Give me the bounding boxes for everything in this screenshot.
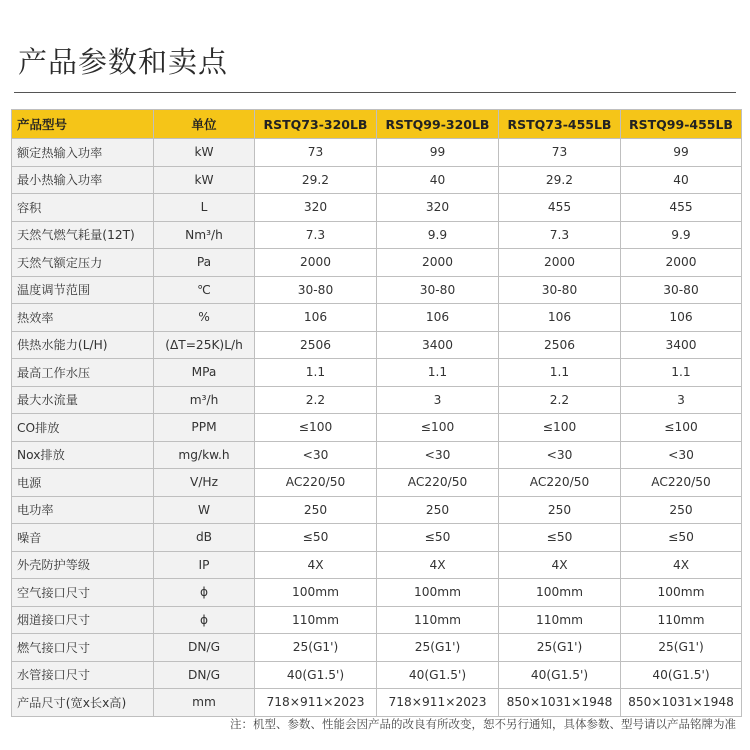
value-cell: 3 bbox=[377, 386, 499, 414]
row-label-cell: 空气接口尺寸 bbox=[12, 579, 154, 607]
value-cell: 250 bbox=[377, 496, 499, 524]
value-cell: 106 bbox=[377, 304, 499, 332]
table-row bbox=[12, 221, 742, 249]
value-cell: ≤50 bbox=[377, 524, 499, 552]
value-cell: 110mm bbox=[377, 606, 499, 634]
table-row bbox=[12, 524, 742, 552]
value-cell: 110mm bbox=[255, 606, 377, 634]
value-cell: 106 bbox=[621, 304, 742, 332]
row-label-cell: 温度调节范围 bbox=[12, 276, 154, 304]
header-cell: RSTQ99-320LB bbox=[377, 110, 499, 139]
value-cell: 29.2 bbox=[255, 166, 377, 194]
table-row bbox=[12, 469, 742, 497]
value-cell: 250 bbox=[255, 496, 377, 524]
unit-cell: % bbox=[154, 304, 255, 332]
value-cell: 2000 bbox=[621, 249, 742, 277]
value-cell: 30-80 bbox=[377, 276, 499, 304]
table-row bbox=[12, 441, 742, 469]
table-row bbox=[12, 661, 742, 689]
row-label-cell: 容积 bbox=[12, 194, 154, 222]
value-cell: 455 bbox=[621, 194, 742, 222]
header-cell: RSTQ73-455LB bbox=[499, 110, 621, 139]
unit-cell: kW bbox=[154, 166, 255, 194]
row-label-cell: 天然气额定压力 bbox=[12, 249, 154, 277]
table-row bbox=[12, 579, 742, 607]
value-cell: 40(G1.5') bbox=[255, 661, 377, 689]
value-cell: 40(G1.5') bbox=[377, 661, 499, 689]
table-row bbox=[12, 496, 742, 524]
unit-cell: PPM bbox=[154, 414, 255, 442]
value-cell: 25(G1') bbox=[621, 634, 742, 662]
value-cell: ≤50 bbox=[499, 524, 621, 552]
value-cell: 2.2 bbox=[255, 386, 377, 414]
value-cell: 1.1 bbox=[499, 359, 621, 387]
table-header-row bbox=[12, 110, 742, 139]
unit-cell: ℃ bbox=[154, 276, 255, 304]
row-label-cell: 烟道接口尺寸 bbox=[12, 606, 154, 634]
unit-cell: MPa bbox=[154, 359, 255, 387]
value-cell: 99 bbox=[377, 139, 499, 167]
value-cell: <30 bbox=[621, 441, 742, 469]
value-cell: 40(G1.5') bbox=[621, 661, 742, 689]
unit-cell: (ΔT=25K)L/h bbox=[154, 331, 255, 359]
value-cell: 4X bbox=[255, 551, 377, 579]
value-cell: AC220/50 bbox=[255, 469, 377, 497]
row-label-cell: 最大水流量 bbox=[12, 386, 154, 414]
value-cell: 850×1031×1948 bbox=[499, 689, 621, 717]
table-row bbox=[12, 194, 742, 222]
value-cell: 106 bbox=[499, 304, 621, 332]
unit-cell: mm bbox=[154, 689, 255, 717]
unit-cell: dB bbox=[154, 524, 255, 552]
value-cell: 30-80 bbox=[621, 276, 742, 304]
value-cell: 1.1 bbox=[621, 359, 742, 387]
value-cell: 2506 bbox=[255, 331, 377, 359]
value-cell: 30-80 bbox=[255, 276, 377, 304]
table-row bbox=[12, 359, 742, 387]
value-cell: 1.1 bbox=[377, 359, 499, 387]
unit-cell: DN/G bbox=[154, 661, 255, 689]
value-cell: 100mm bbox=[377, 579, 499, 607]
table-row bbox=[12, 304, 742, 332]
row-label-cell: Nox排放 bbox=[12, 441, 154, 469]
value-cell: 1.1 bbox=[255, 359, 377, 387]
unit-cell: ϕ bbox=[154, 606, 255, 634]
row-label-cell: 燃气接口尺寸 bbox=[12, 634, 154, 662]
value-cell: 9.9 bbox=[377, 221, 499, 249]
value-cell: 29.2 bbox=[499, 166, 621, 194]
value-cell: 2000 bbox=[255, 249, 377, 277]
value-cell: ≤50 bbox=[255, 524, 377, 552]
row-label-cell: 额定热输入功率 bbox=[12, 139, 154, 167]
row-label-cell: 热效率 bbox=[12, 304, 154, 332]
value-cell: 250 bbox=[621, 496, 742, 524]
value-cell: 25(G1') bbox=[377, 634, 499, 662]
value-cell: 9.9 bbox=[621, 221, 742, 249]
value-cell: ≤100 bbox=[255, 414, 377, 442]
value-cell: 3400 bbox=[621, 331, 742, 359]
value-cell: 25(G1') bbox=[499, 634, 621, 662]
value-cell: AC220/50 bbox=[499, 469, 621, 497]
value-cell: 320 bbox=[255, 194, 377, 222]
value-cell: <30 bbox=[377, 441, 499, 469]
table-row bbox=[12, 166, 742, 194]
unit-cell: Nm³/h bbox=[154, 221, 255, 249]
unit-cell: DN/G bbox=[154, 634, 255, 662]
value-cell: 455 bbox=[499, 194, 621, 222]
value-cell: <30 bbox=[255, 441, 377, 469]
value-cell: AC220/50 bbox=[377, 469, 499, 497]
unit-cell: W bbox=[154, 496, 255, 524]
value-cell: ≤100 bbox=[621, 414, 742, 442]
row-label-cell: 最小热输入功率 bbox=[12, 166, 154, 194]
value-cell: 73 bbox=[499, 139, 621, 167]
row-label-cell: 电源 bbox=[12, 469, 154, 497]
header-cell: 产品型号 bbox=[12, 110, 154, 139]
table-row bbox=[12, 551, 742, 579]
value-cell: ≤100 bbox=[499, 414, 621, 442]
table-row bbox=[12, 331, 742, 359]
value-cell: 7.3 bbox=[499, 221, 621, 249]
header-cell: RSTQ99-455LB bbox=[621, 110, 742, 139]
unit-cell: kW bbox=[154, 139, 255, 167]
value-cell: 25(G1') bbox=[255, 634, 377, 662]
value-cell: 40(G1.5') bbox=[499, 661, 621, 689]
value-cell: 100mm bbox=[621, 579, 742, 607]
spec-table bbox=[11, 109, 742, 717]
value-cell: 106 bbox=[255, 304, 377, 332]
table-row bbox=[12, 606, 742, 634]
value-cell: 850×1031×1948 bbox=[621, 689, 742, 717]
unit-cell: mg/kw.h bbox=[154, 441, 255, 469]
value-cell: ≤100 bbox=[377, 414, 499, 442]
value-cell: 3 bbox=[621, 386, 742, 414]
value-cell: 3400 bbox=[377, 331, 499, 359]
row-label-cell: 电功率 bbox=[12, 496, 154, 524]
value-cell: 100mm bbox=[255, 579, 377, 607]
value-cell: 4X bbox=[621, 551, 742, 579]
value-cell: 110mm bbox=[499, 606, 621, 634]
unit-cell: V/Hz bbox=[154, 469, 255, 497]
value-cell: 4X bbox=[499, 551, 621, 579]
value-cell: <30 bbox=[499, 441, 621, 469]
value-cell: 2000 bbox=[499, 249, 621, 277]
value-cell: 40 bbox=[621, 166, 742, 194]
unit-cell: IP bbox=[154, 551, 255, 579]
unit-cell: m³/h bbox=[154, 386, 255, 414]
value-cell: 320 bbox=[377, 194, 499, 222]
page-title: 产品参数和卖点 bbox=[18, 45, 229, 79]
row-label-cell: 水管接口尺寸 bbox=[12, 661, 154, 689]
value-cell: 110mm bbox=[621, 606, 742, 634]
value-cell: 40 bbox=[377, 166, 499, 194]
value-cell: 7.3 bbox=[255, 221, 377, 249]
value-cell: 99 bbox=[621, 139, 742, 167]
table-row bbox=[12, 386, 742, 414]
row-label-cell: 供热水能力(L/H) bbox=[12, 331, 154, 359]
row-label-cell: 噪音 bbox=[12, 524, 154, 552]
value-cell: ≤50 bbox=[621, 524, 742, 552]
unit-cell: ϕ bbox=[154, 579, 255, 607]
value-cell: 718×911×2023 bbox=[255, 689, 377, 717]
row-label-cell: CO排放 bbox=[12, 414, 154, 442]
table-row bbox=[12, 414, 742, 442]
value-cell: 100mm bbox=[499, 579, 621, 607]
table-row bbox=[12, 139, 742, 167]
row-label-cell: 最高工作水压 bbox=[12, 359, 154, 387]
table-row bbox=[12, 276, 742, 304]
table-row bbox=[12, 689, 742, 717]
value-cell: 2506 bbox=[499, 331, 621, 359]
row-label-cell: 天然气燃气耗量(12T) bbox=[12, 221, 154, 249]
table-row bbox=[12, 634, 742, 662]
value-cell: 4X bbox=[377, 551, 499, 579]
unit-cell: L bbox=[154, 194, 255, 222]
value-cell: 2.2 bbox=[499, 386, 621, 414]
title-divider bbox=[14, 92, 736, 93]
footnote: 注：机型、参数、性能会因产品的改良有所改变，恕不另行通知，具体参数、型号请以产品铭牌为准 bbox=[230, 717, 736, 731]
header-cell: 单位 bbox=[154, 110, 255, 139]
row-label-cell: 产品尺寸(宽x长x高) bbox=[12, 689, 154, 717]
value-cell: 250 bbox=[499, 496, 621, 524]
table-row bbox=[12, 249, 742, 277]
row-label-cell: 外壳防护等级 bbox=[12, 551, 154, 579]
value-cell: AC220/50 bbox=[621, 469, 742, 497]
value-cell: 718×911×2023 bbox=[377, 689, 499, 717]
header-cell: RSTQ73-320LB bbox=[255, 110, 377, 139]
unit-cell: Pa bbox=[154, 249, 255, 277]
value-cell: 73 bbox=[255, 139, 377, 167]
value-cell: 2000 bbox=[377, 249, 499, 277]
value-cell: 30-80 bbox=[499, 276, 621, 304]
